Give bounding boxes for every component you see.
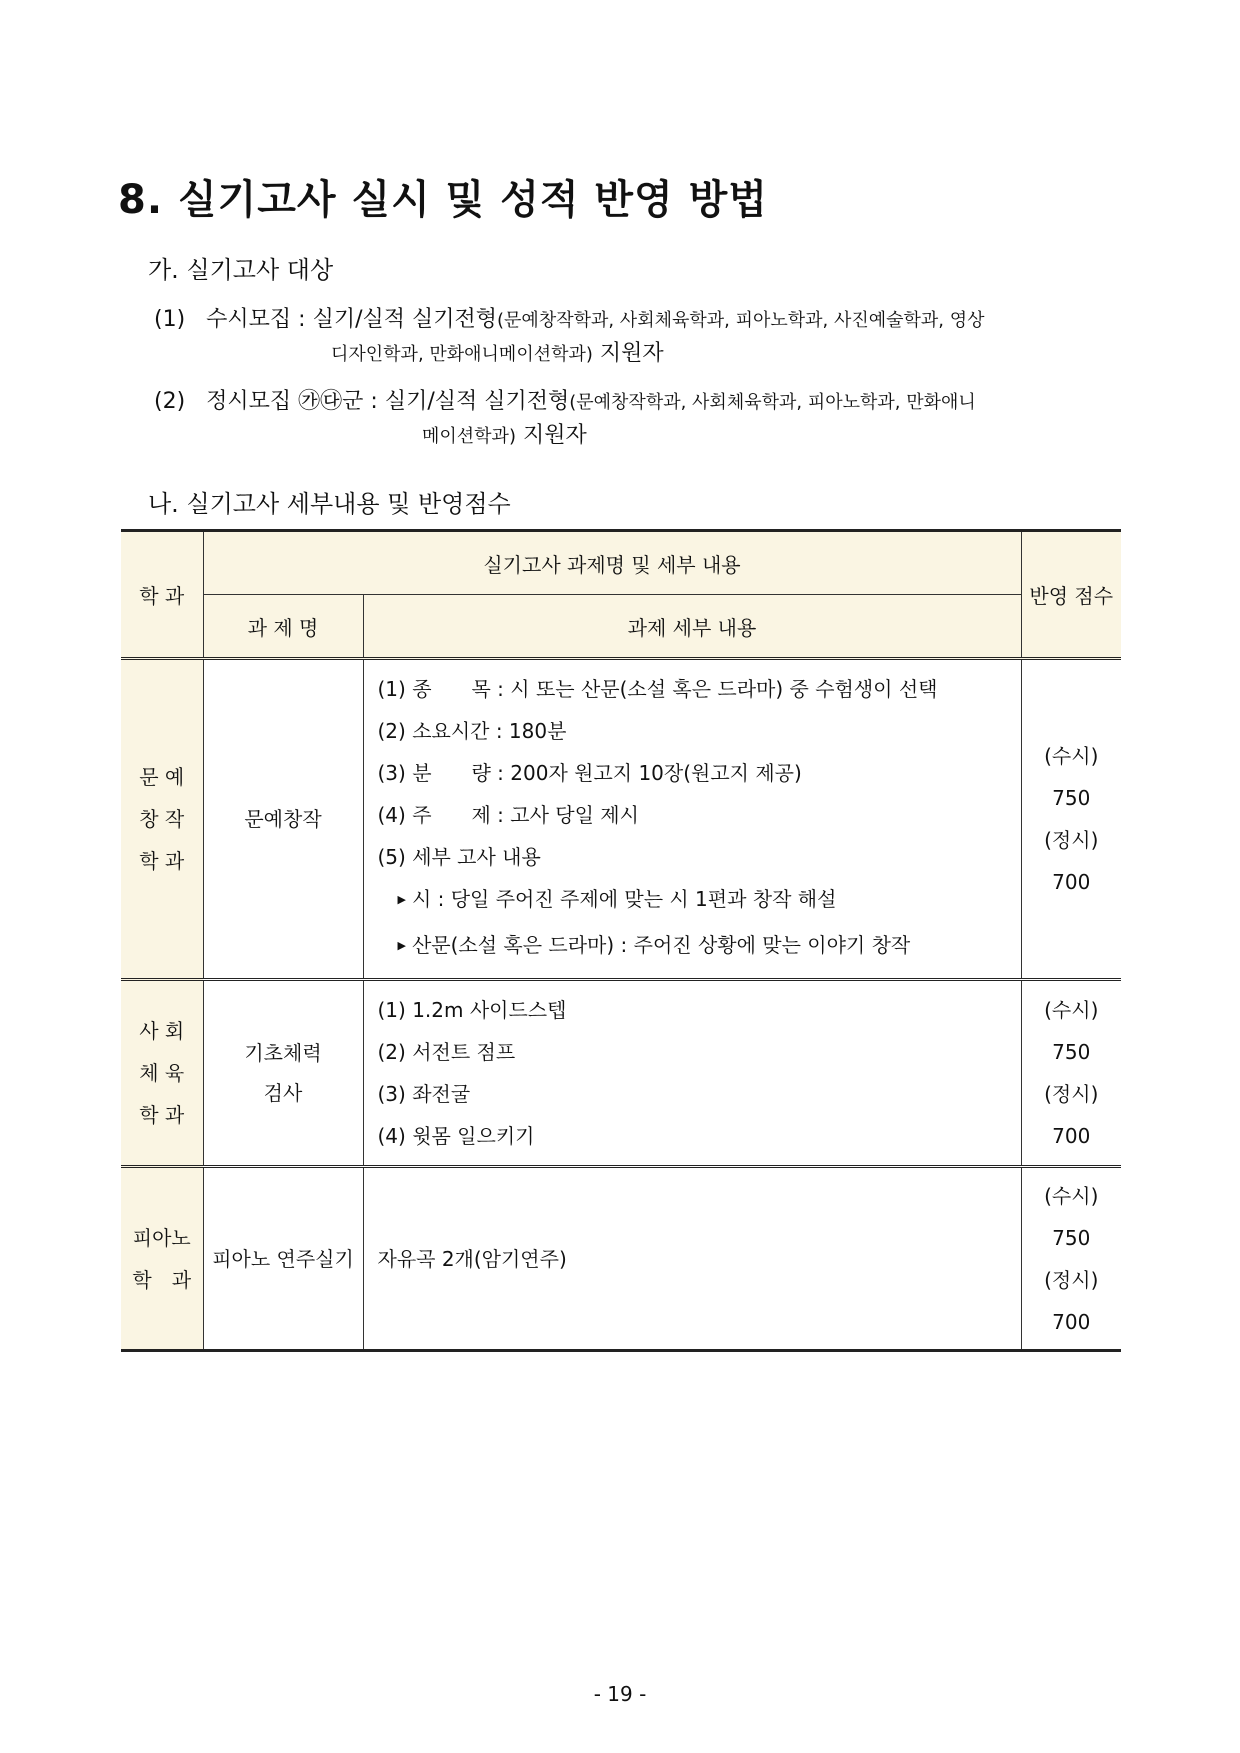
task-line: 문예창작: [244, 807, 322, 831]
task-line: 기초체력: [244, 1041, 322, 1065]
score-line: 700: [1052, 870, 1091, 894]
score-line: (정시): [1044, 1267, 1099, 1292]
detail-line: (4) 윗몸 일으키기: [377, 1124, 535, 1148]
detail-line: (4) 주 제 : 고사 당일 제시: [377, 803, 639, 827]
section-a-item-1: [154, 302, 985, 333]
sub-detail-line: [378, 924, 1021, 970]
detail-cell: [363, 1167, 1021, 1351]
task-line: 피아노 연주실기: [212, 1246, 354, 1271]
detail-line: 자유곡 2개(암기연주): [377, 1246, 567, 1271]
score-line: 700: [1052, 1309, 1091, 1334]
score-line: (수시): [1044, 1183, 1099, 1208]
table-row: [121, 980, 1121, 1167]
score-line: 750: [1052, 1040, 1091, 1064]
task-cell: [203, 980, 363, 1167]
task-line: 검사: [263, 1081, 303, 1105]
header-score: 반영 점수: [1021, 531, 1121, 659]
detail-line: (2) 소요시간 : 180분: [377, 719, 567, 743]
score-cell: [1021, 659, 1121, 980]
page-title: 8. 실기고사 실시 및 성적 반영 방법: [118, 177, 768, 223]
score-line: (정시): [1044, 828, 1099, 852]
detail-line: (1) 1.2m 사이드스텝: [377, 998, 567, 1022]
score-line: (정시): [1044, 1082, 1099, 1106]
dept-line: 피아노: [132, 1225, 191, 1250]
dept-line: 학 과: [132, 1267, 192, 1292]
detail-cell: [363, 659, 1021, 980]
item-1-label: 수시모집 : 실기/실적 실기전형: [206, 307, 498, 332]
detail-line: (5) 세부 고사 내용: [377, 845, 541, 869]
task-cell: [203, 659, 363, 980]
item-2-num: (2): [154, 389, 186, 414]
item-1-suffix: 지원자: [599, 341, 664, 366]
detail-line: (2) 서전트 점프: [377, 1040, 516, 1064]
section-a-item-2: [154, 384, 976, 415]
table-row: [121, 1167, 1121, 1351]
triangle-bullet-icon: ▶: [397, 893, 406, 906]
score-line: (수시): [1044, 744, 1099, 768]
score-line: 750: [1052, 786, 1091, 810]
dept-line: 체 육: [139, 1061, 185, 1085]
dept-cell: [121, 980, 203, 1167]
item-2-depts-line1: (문예창작학과, 사회체육학과, 피아노학과, 만화애니: [569, 392, 976, 413]
detail-line: (1) 종 목 : 시 또는 산문(소설 혹은 드라마) 중 수험생이 선택: [377, 677, 938, 701]
section-a-item-2-cont: [422, 418, 587, 449]
sub-detail-text: 산문(소설 혹은 드라마) : 주어진 상황에 맞는 이야기 창작: [411, 933, 911, 957]
dept-line: 학 과: [139, 849, 185, 873]
table-row: [121, 659, 1121, 980]
section-a-item-1-cont: [331, 336, 664, 367]
header-detail: 과제 세부 내용: [363, 595, 1021, 659]
page-number: - 19 -: [593, 1682, 647, 1706]
score-cell: [1021, 1167, 1121, 1351]
detail-cell: [363, 980, 1021, 1167]
exam-table: [121, 529, 1121, 1352]
detail-line: (3) 좌전굴: [377, 1082, 471, 1106]
header-dept: 학 과: [121, 531, 203, 659]
score-line: (수시): [1044, 998, 1099, 1022]
triangle-bullet-icon: ▶: [397, 939, 406, 952]
task-cell: [203, 1167, 363, 1351]
item-2-label: 정시모집 ㉮㉰군 : 실기/실적 실기전형: [206, 389, 570, 414]
score-cell: [1021, 980, 1121, 1167]
header-task: 과 제 명: [203, 595, 363, 659]
item-1-depts-line2: 디자인학과, 만화애니메이션학과): [331, 344, 593, 365]
score-line: 750: [1052, 1225, 1091, 1250]
header-group: 실기고사 과제명 및 세부 내용: [203, 531, 1021, 595]
dept-cell: [121, 1167, 203, 1351]
item-2-suffix: 지원자: [522, 423, 587, 448]
sub-detail-line: [378, 878, 1021, 924]
dept-line: 사 회: [139, 1019, 185, 1043]
detail-line: (3) 분 량 : 200자 원고지 10장(원고지 제공): [377, 761, 802, 785]
score-line: 700: [1052, 1124, 1091, 1148]
item-1-num: (1): [154, 307, 186, 332]
dept-line: 문 예: [139, 765, 185, 789]
dept-cell: [121, 659, 203, 980]
sub-detail-text: 시 : 당일 주어진 주제에 맞는 시 1편과 창작 해설: [411, 887, 837, 911]
dept-line: 학 과: [139, 1103, 185, 1127]
item-2-depts-line2: 메이션학과): [422, 426, 516, 447]
section-b-heading: 나. 실기고사 세부내용 및 반영점수: [148, 490, 511, 518]
dept-line: 창 작: [139, 807, 185, 831]
item-1-depts-line1: (문예창작학과, 사회체육학과, 피아노학과, 사진예술학과, 영상: [497, 310, 985, 331]
header-row-2: [121, 595, 1121, 659]
header-row-1: [121, 531, 1121, 595]
section-a-heading: 가. 실기고사 대상: [148, 256, 334, 284]
